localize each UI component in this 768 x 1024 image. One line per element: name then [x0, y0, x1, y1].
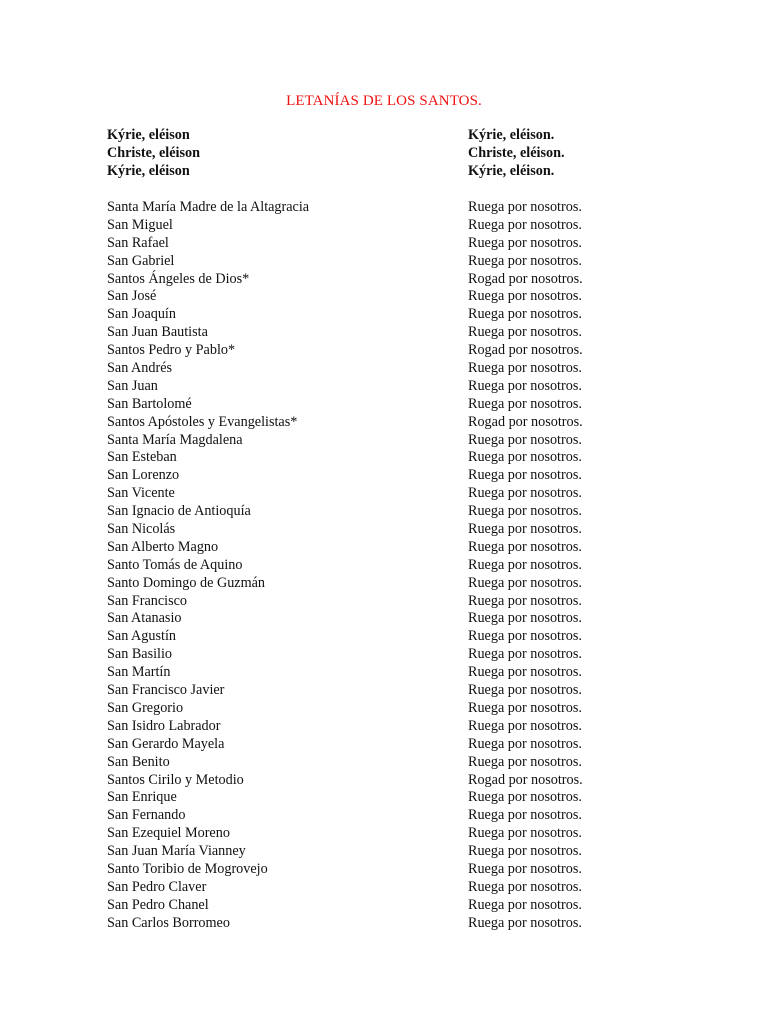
litany-response: Ruega por nosotros.	[468, 682, 582, 699]
litany-response: Ruega por nosotros.	[468, 878, 582, 895]
litany-response: Ruega por nosotros.	[468, 216, 582, 233]
litany-row	[107, 718, 707, 736]
litany-response: Ruega por nosotros.	[468, 360, 582, 377]
litany-response: Ruega por nosotros.	[468, 377, 582, 394]
litany-response: Ruega por nosotros.	[468, 646, 582, 663]
litany-response: Ruega por nosotros.	[468, 592, 582, 609]
litany-response: Ruega por nosotros.	[468, 574, 582, 591]
saint-name: San Bartolomé	[107, 395, 192, 412]
saint-name: San Gabriel	[107, 252, 175, 269]
litany-response: Ruega por nosotros.	[468, 807, 582, 824]
saint-name: San Francisco Javier	[107, 682, 225, 699]
saint-name: San Ignacio de Antioquía	[107, 503, 251, 520]
invocation-call: Kýrie, eléison	[107, 127, 190, 143]
litany-list	[107, 199, 707, 933]
saint-name: San Basilio	[107, 646, 173, 663]
saint-name: Santo Toribio de Mogrovejo	[107, 860, 268, 877]
saint-name: San Agustín	[107, 628, 176, 645]
invocation-row	[107, 163, 707, 181]
saint-name: San Andrés	[107, 360, 173, 377]
litany-response: Ruega por nosotros.	[468, 664, 582, 681]
litany-response: Ruega por nosotros.	[468, 199, 582, 215]
litany-row	[107, 217, 707, 235]
litany-row	[107, 253, 707, 271]
litany-response: Ruega por nosotros.	[468, 431, 582, 448]
saint-name: San Nicolás	[107, 521, 176, 538]
saint-name: San Miguel	[107, 216, 173, 233]
litany-row	[107, 915, 707, 933]
saint-name: Santa María Madre de la Altagracia	[107, 199, 310, 215]
litany-row	[107, 324, 707, 342]
litany-row	[107, 825, 707, 843]
saint-name: Santos Ángeles de Dios*	[107, 270, 250, 287]
litany-row	[107, 664, 707, 682]
saint-name: San Vicente	[107, 485, 175, 502]
litany-response: Ruega por nosotros.	[468, 288, 582, 305]
invocation-response: Christe, eléison.	[468, 144, 565, 161]
litany-row	[107, 360, 707, 378]
litany-row	[107, 557, 707, 575]
litany-row	[107, 843, 707, 861]
saint-name: Santos Apóstoles y Evangelistas*	[107, 413, 298, 430]
saint-name: San Gregorio	[107, 699, 184, 716]
litany-row	[107, 521, 707, 539]
saint-name: San Juan Bautista	[107, 324, 208, 341]
litany-row	[107, 414, 707, 432]
litany-row	[107, 449, 707, 467]
kyrie-section	[107, 127, 707, 181]
litany-response: Rogad por nosotros.	[468, 413, 583, 430]
litany-row	[107, 610, 707, 628]
litany-response: Ruega por nosotros.	[468, 556, 582, 573]
invocation-call: Christe, eléison	[107, 144, 200, 161]
litany-response: Ruega por nosotros.	[468, 395, 582, 412]
litany-response: Ruega por nosotros.	[468, 306, 582, 323]
litany-response: Ruega por nosotros.	[468, 753, 582, 770]
litany-response: Ruega por nosotros.	[468, 538, 582, 555]
saint-name: San Joaquín	[107, 306, 176, 323]
litany-response: Ruega por nosotros.	[468, 485, 582, 502]
saint-name: Santo Tomás de Aquino	[107, 556, 243, 573]
litany-row	[107, 861, 707, 879]
litany-row	[107, 271, 707, 289]
litany-row	[107, 539, 707, 557]
litany-response: Ruega por nosotros.	[468, 699, 582, 716]
litany-response: Ruega por nosotros.	[468, 467, 582, 484]
litany-response: Ruega por nosotros.	[468, 252, 582, 269]
saint-name: San Gerardo Mayela	[107, 735, 225, 752]
litany-response: Ruega por nosotros.	[468, 914, 582, 931]
litany-response: Ruega por nosotros.	[468, 860, 582, 877]
saint-name: San Ezequiel Moreno	[107, 825, 230, 842]
litany-response: Ruega por nosotros.	[468, 735, 582, 752]
litany-response: Ruega por nosotros.	[468, 789, 582, 806]
litany-row	[107, 646, 707, 664]
invocation-row	[107, 127, 707, 145]
litany-response: Ruega por nosotros.	[468, 825, 582, 842]
litany-response: Ruega por nosotros.	[468, 610, 582, 627]
litany-row	[107, 235, 707, 253]
saint-name: San Isidro Labrador	[107, 717, 221, 734]
saint-name: San Atanasio	[107, 610, 182, 627]
litany-row	[107, 485, 707, 503]
litany-response: Ruega por nosotros.	[468, 324, 582, 341]
litany-response: Rogad por nosotros.	[468, 771, 583, 788]
litany-row	[107, 789, 707, 807]
saint-name: San Fernando	[107, 807, 186, 824]
litany-row	[107, 807, 707, 825]
saint-name: San Benito	[107, 753, 170, 770]
litany-response: Ruega por nosotros.	[468, 503, 582, 520]
litany-row	[107, 628, 707, 646]
litany-response: Ruega por nosotros.	[468, 843, 582, 860]
saint-name: San Pedro Claver	[107, 878, 207, 895]
saint-name: San José	[107, 288, 157, 305]
litany-row	[107, 306, 707, 324]
saint-name: Santa María Magdalena	[107, 431, 243, 448]
saint-name: San Juan María Vianney	[107, 843, 246, 860]
litany-response: Ruega por nosotros.	[468, 628, 582, 645]
litany-response: Ruega por nosotros.	[468, 717, 582, 734]
litany-row	[107, 342, 707, 360]
litany-row	[107, 199, 707, 217]
litany-response: Rogad por nosotros.	[468, 270, 583, 287]
saint-name: San Carlos Borromeo	[107, 914, 230, 931]
invocation-response: Kýrie, eléison.	[468, 127, 555, 143]
saint-name: San Martín	[107, 664, 171, 681]
litany-row	[107, 396, 707, 414]
litany-row	[107, 432, 707, 450]
litany-response: Ruega por nosotros.	[468, 234, 582, 251]
saint-name: San Alberto Magno	[107, 538, 219, 555]
saint-name: San Enrique	[107, 789, 177, 806]
litany-row	[107, 503, 707, 521]
invocation-call: Kýrie, eléison	[107, 162, 190, 179]
saint-name: San Juan	[107, 377, 158, 394]
saint-name: Santos Pedro y Pablo*	[107, 342, 236, 359]
invocation-response: Kýrie, eléison.	[468, 162, 555, 179]
litany-response: Ruega por nosotros.	[468, 521, 582, 538]
saint-name: San Pedro Chanel	[107, 896, 209, 913]
litany-response: Rogad por nosotros.	[468, 342, 583, 359]
litany-row	[107, 897, 707, 915]
page-title: LETANÍAS DE LOS SANTOS.	[286, 93, 482, 109]
litany-row	[107, 879, 707, 897]
saint-name: Santo Domingo de Guzmán	[107, 574, 266, 591]
litany-row	[107, 378, 707, 396]
litany-response: Ruega por nosotros.	[468, 896, 582, 913]
saint-name: Santos Cirilo y Metodio	[107, 771, 244, 788]
litany-row	[107, 288, 707, 306]
litany-row	[107, 467, 707, 485]
litany-row	[107, 736, 707, 754]
litany-row	[107, 682, 707, 700]
litany-row	[107, 700, 707, 718]
saint-name: San Lorenzo	[107, 467, 180, 484]
litany-row	[107, 575, 707, 593]
invocation-row	[107, 145, 707, 163]
saint-name: San Esteban	[107, 449, 177, 466]
litany-row	[107, 754, 707, 772]
litany-response: Ruega por nosotros.	[468, 449, 582, 466]
saint-name: San Rafael	[107, 234, 169, 251]
litany-row	[107, 772, 707, 790]
litany-row	[107, 593, 707, 611]
saint-name: San Francisco	[107, 592, 187, 609]
